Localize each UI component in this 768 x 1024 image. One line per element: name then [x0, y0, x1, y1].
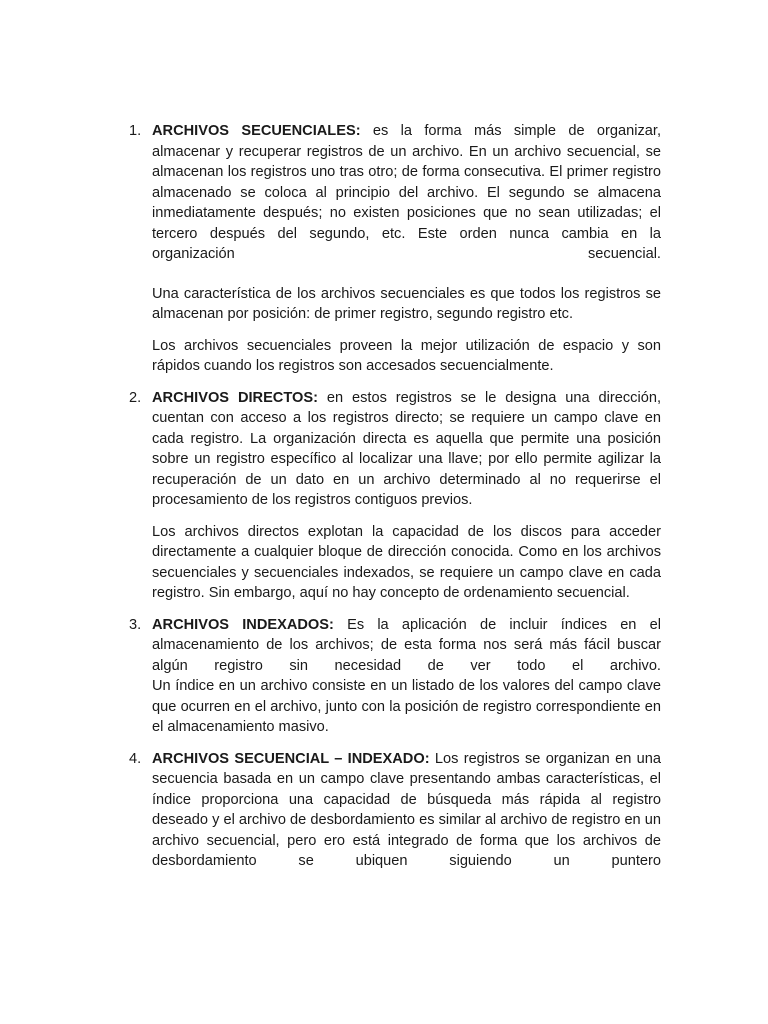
section-heading: ARCHIVOS SECUENCIAL – INDEXADO:	[152, 750, 430, 767]
list-item-secuencial-indexado	[129, 749, 661, 872]
list-item-indexados	[129, 615, 661, 738]
paragraph: Un índice en un archivo consiste en un listado de los valores del campo clave que ocurren en el archivo, junto con la posición de registro correspondiente en el almacenamiento masivo.	[152, 678, 661, 735]
paragraph	[152, 749, 661, 872]
section-list	[129, 121, 661, 883]
list-item-secuenciales	[129, 121, 661, 377]
paragraph: Una característica de los archivos secuenciales es que todos los registros se almacenan por posición: de primer registro, segundo registro etc.	[152, 285, 661, 322]
paragraph-text: es la forma más simple de organizar, almacenar y recuperar registros de un archivo. En un archivo secuencial, se almacenan los registros uno tras otro; de forma consecutiva. El primer registro almacenado se coloca al principio del archivo. El segundo se almacena inmediatamente después; no existen posiciones que no sean utilizadas; el tercero después del segundo, etc. Este orden nunca cambia en la organización secuencial.	[152, 123, 661, 262]
paragraph: Los archivos directos explotan la capacidad de los discos para acceder directamente a cualquier bloque de dirección conocida. Como en los archivos secuenciales y secuenciales indexados, se requiere un campo clave en cada registro. Sin embargo, aquí no hay concepto de ordenamiento secuencial.	[152, 523, 661, 601]
section-heading: ARCHIVOS INDEXADOS:	[152, 616, 334, 633]
paragraph-text: Es la aplicación de incluir índices en el almacenamiento de los archivos; de esta forma nos será más fácil buscar algún registro sin necesidad de ver todo el archivo.	[152, 616, 661, 674]
list-number: 3.	[129, 616, 142, 633]
list-item-directos	[129, 388, 661, 604]
section-heading: ARCHIVOS DIRECTOS:	[152, 389, 318, 406]
list-number: 4.	[129, 750, 142, 767]
paragraph-text: Los registros se organizan en una secuencia basada en un campo clave presentando ambas características, el índice proporciona una capacidad de búsqueda más rápida al registro deseado y el archivo de desbordamiento es similar al archivo de registro en un archivo secuencial, pero ero está integrado de forma que los archivos de desbordamiento se ubiquen siguiendo un puntero	[152, 750, 661, 869]
list-number: 1.	[129, 123, 142, 139]
section-heading: ARCHIVOS SECUENCIALES:	[152, 123, 361, 139]
paragraph-text: en estos registros se le designa una dirección, cuentan con acceso a los registros directo; se requiere un campo clave en cada registro. La organización directa es aquella que permite una posición sobre un registro específico al localizar una llave; por ello permite agilizar la recuperación de un dato en un archivo determinado al no requerirse el procesamiento de los registros contiguos previos.	[152, 389, 661, 508]
paragraph	[152, 615, 661, 677]
paragraph: Los archivos secuenciales proveen la mejor utilización de espacio y son rápidos cuando los registros son accesados secuencialmente.	[152, 337, 661, 374]
list-number: 2.	[129, 389, 142, 406]
paragraph	[152, 388, 661, 511]
paragraph	[152, 121, 661, 265]
